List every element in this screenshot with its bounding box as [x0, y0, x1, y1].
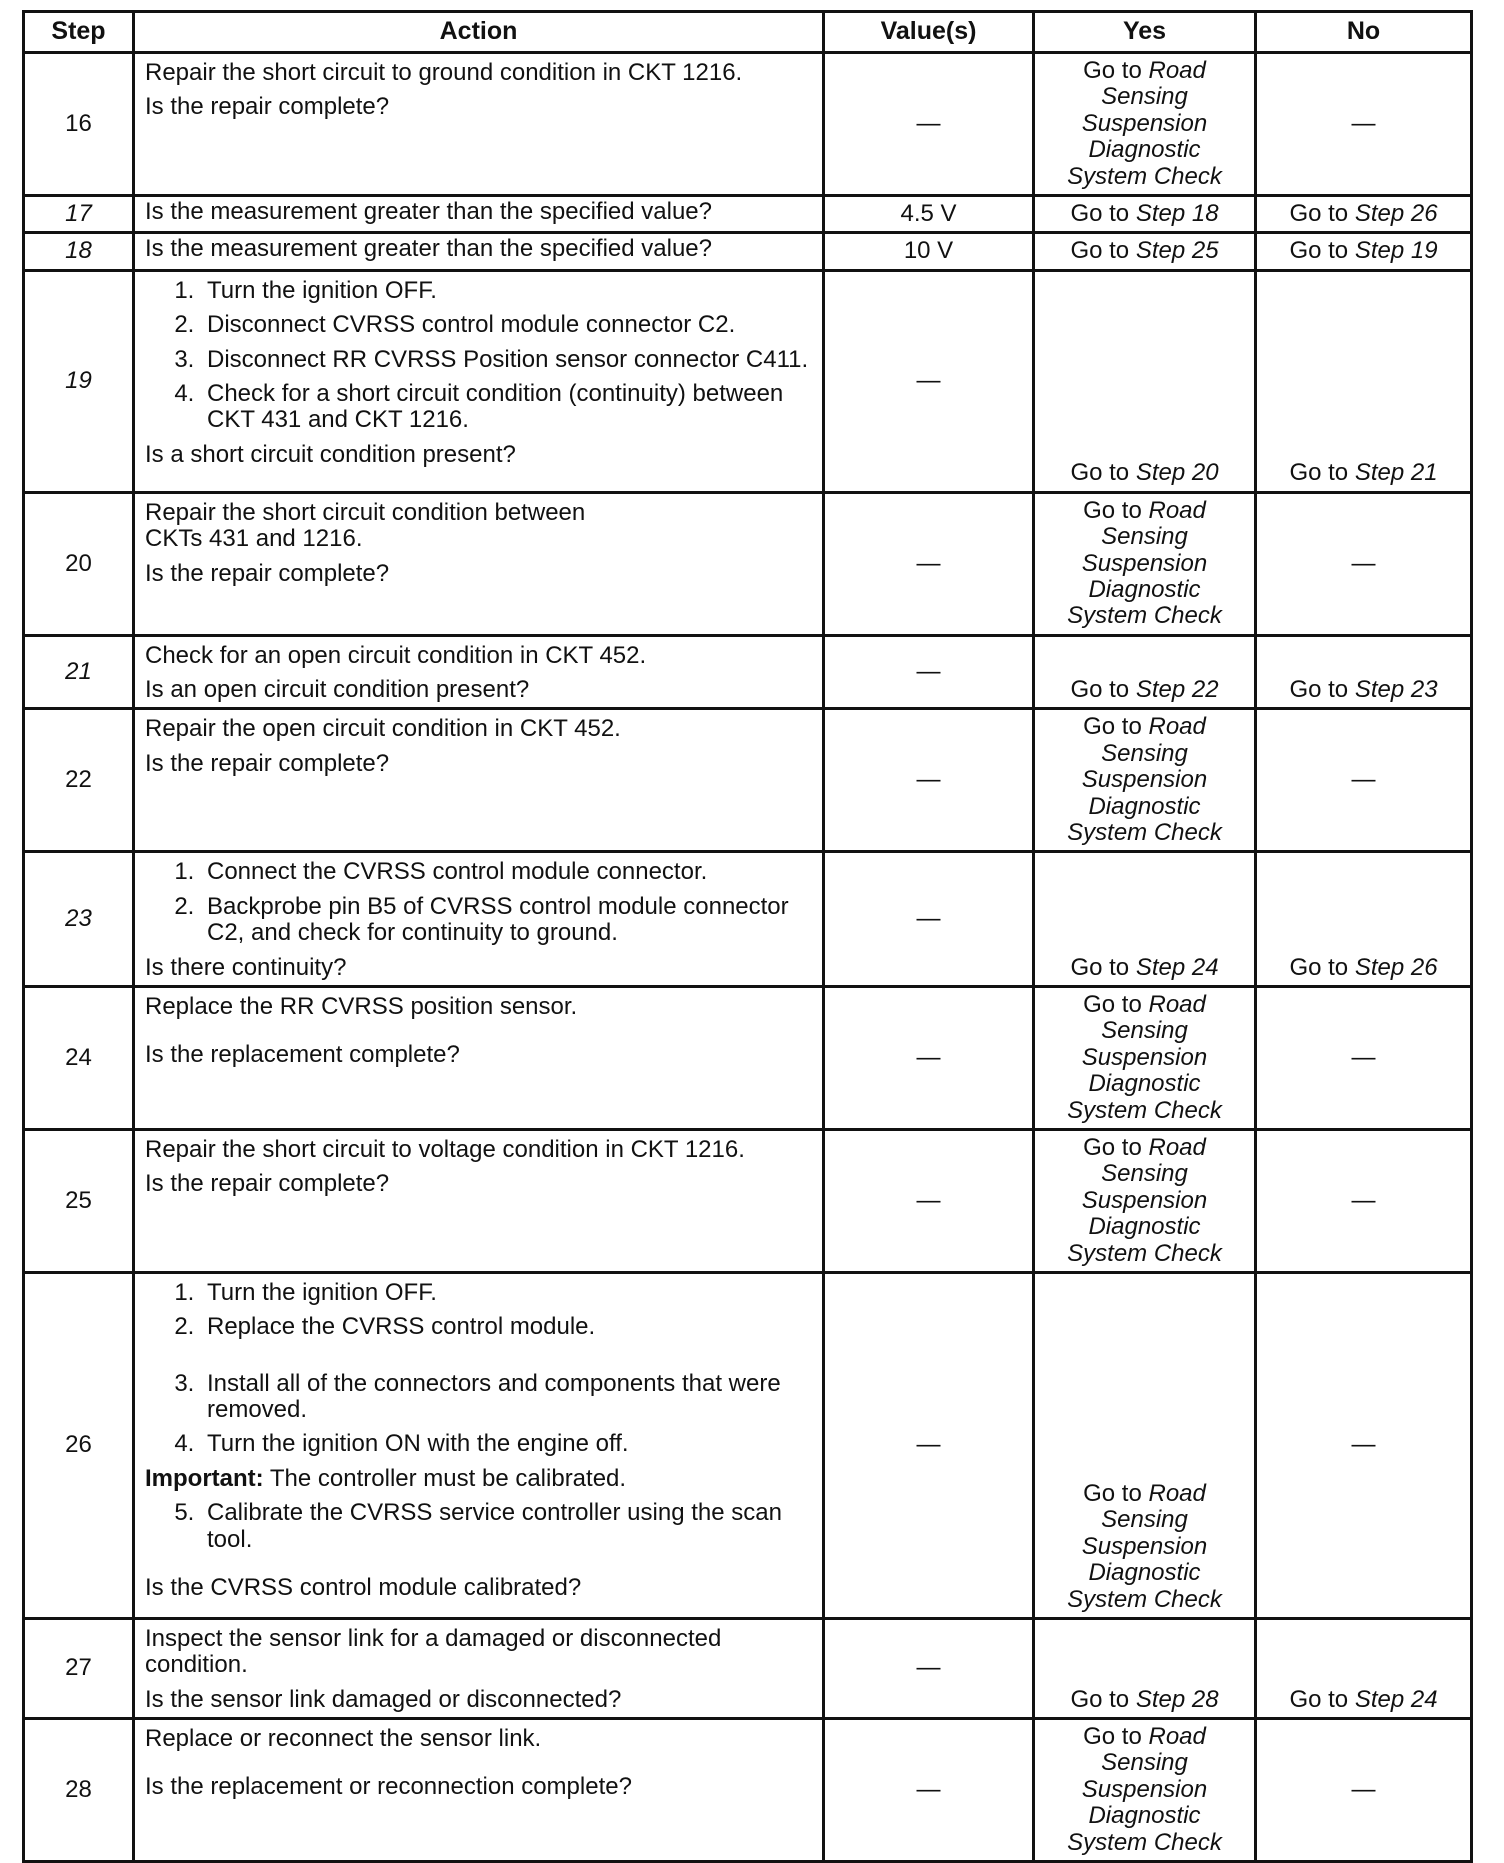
rss-link: Diagnostic [1088, 136, 1201, 164]
question-text: Is the measurement greater than the specified value? [145, 235, 712, 263]
table-row [24, 492, 1472, 635]
step-link: Step 19 [1354, 237, 1438, 265]
action-cell [134, 195, 824, 232]
action-cell [134, 270, 824, 492]
table-row [24, 1272, 1472, 1618]
step-number: 28 [24, 1719, 134, 1862]
rss-link: System Check [1067, 602, 1222, 630]
rss-link: Suspension [1081, 766, 1208, 794]
rss-link: Sensing [1101, 523, 1188, 551]
goto-label: Go to [1070, 199, 1130, 227]
rss-link: Road [1148, 1133, 1206, 1161]
procedure-list [145, 278, 814, 434]
step-number: 19 [24, 270, 134, 492]
question-text: Is the sensor link damaged or disconnected? [145, 1685, 622, 1713]
no-cell [1256, 233, 1472, 270]
step-number: 16 [24, 53, 134, 196]
action-cell [134, 492, 824, 635]
rss-link: Road [1148, 990, 1206, 1018]
rss-link: Suspension [1081, 109, 1208, 137]
rss-link: Diagnostic [1088, 792, 1201, 820]
yes-cell [1034, 233, 1256, 270]
step-link: Step 26 [1354, 953, 1438, 981]
value-cell: — [824, 986, 1034, 1129]
important-text: The controller must be calibrated. [263, 1464, 627, 1492]
yes-cell [1034, 709, 1256, 852]
yes-cell [1034, 1618, 1256, 1718]
rss-link: System Check [1067, 1828, 1222, 1856]
procedure-item: 5. Calibrate the CVRSS service controller using the scan tool. [201, 1500, 814, 1553]
rss-link: Road [1148, 1479, 1206, 1507]
step-number: 23 [24, 852, 134, 987]
procedure-list [145, 1280, 814, 1458]
goto-label: Go to [1070, 237, 1130, 265]
yes-cell [1034, 1272, 1256, 1618]
action-cell [134, 986, 824, 1129]
rss-link: Sensing [1101, 83, 1188, 111]
yes-cell [1034, 852, 1256, 987]
step-number: 20 [24, 492, 134, 635]
no-cell: — [1256, 709, 1472, 852]
goto-label: Go to [1070, 953, 1130, 981]
step-link: Step 21 [1354, 459, 1438, 487]
step-number: 24 [24, 986, 134, 1129]
no-cell: — [1256, 1719, 1472, 1862]
yes-cell [1034, 53, 1256, 196]
rss-link: Road [1148, 57, 1206, 84]
procedure-item: 4. Turn the ignition ON with the engine off. [201, 1431, 814, 1457]
action-cell [134, 1618, 824, 1718]
action-cell [134, 852, 824, 987]
goto-label: Go to [1070, 459, 1130, 487]
rss-link: Sensing [1101, 739, 1188, 767]
yes-cell [1034, 270, 1256, 492]
header-no: No [1256, 12, 1472, 53]
table-row [24, 233, 1472, 270]
yes-cell [1034, 1719, 1256, 1862]
step-link: Step 25 [1135, 237, 1219, 265]
table-row [24, 852, 1472, 987]
question-text: Is the measurement greater than the specified value? [145, 197, 712, 225]
action-text: Inspect the sensor link for a damaged or disconnected condition. [145, 1624, 722, 1679]
table-row [24, 709, 1472, 852]
action-text: Repair the open circuit condition in CKT 452. [145, 715, 621, 743]
value-cell: 4.5 V [824, 195, 1034, 232]
goto-label: Go to [1083, 713, 1142, 741]
question-text: Is the repair complete? [145, 93, 390, 121]
table-row [24, 1719, 1472, 1862]
important-note [145, 1466, 814, 1492]
procedure-item: 3. Install all of the connectors and components that were removed. [201, 1371, 814, 1424]
header-values: Value(s) [824, 12, 1034, 53]
no-cell [1256, 852, 1472, 987]
rss-link: Road [1148, 496, 1206, 524]
step-link: Step 20 [1135, 459, 1219, 487]
rss-link: Suspension [1081, 549, 1208, 577]
action-text: Repair the short circuit condition between CKTs 431 and 1216. [145, 498, 586, 553]
goto-label: Go to [1083, 1133, 1142, 1161]
no-cell [1256, 270, 1472, 492]
rss-link: System Check [1067, 1585, 1222, 1613]
goto-label: Go to [1289, 459, 1349, 487]
value-cell: — [824, 270, 1034, 492]
goto-label: Go to [1083, 1723, 1142, 1751]
procedure-item: 1. Connect the CVRSS control module connector. [201, 859, 814, 885]
rss-link: Diagnostic [1088, 575, 1201, 603]
action-cell [134, 1272, 824, 1618]
header-step: Step [24, 12, 134, 53]
value-cell: — [824, 1272, 1034, 1618]
action-cell [134, 709, 824, 852]
goto-label: Go to [1289, 676, 1349, 704]
question-text: Is the replacement complete? [145, 1041, 460, 1069]
no-cell: — [1256, 1272, 1472, 1618]
value-cell: — [824, 635, 1034, 709]
rss-link: Suspension [1081, 1532, 1208, 1560]
goto-label: Go to [1289, 953, 1349, 981]
step-link: Step 24 [1354, 1685, 1438, 1713]
no-cell: — [1256, 492, 1472, 635]
step-number: 18 [24, 233, 134, 270]
yes-cell [1034, 492, 1256, 635]
procedure-item: 2. Disconnect CVRSS control module connector C2. [201, 312, 814, 338]
question-text: Is the CVRSS control module calibrated? [145, 1574, 582, 1602]
rss-link: Suspension [1081, 1186, 1208, 1214]
rss-link: Sensing [1101, 1160, 1188, 1188]
action-text: Replace or reconnect the sensor link. [145, 1725, 542, 1753]
goto-label: Go to [1083, 990, 1142, 1018]
rss-link: Diagnostic [1088, 1070, 1201, 1098]
rss-link: Suspension [1081, 1775, 1208, 1803]
goto-label: Go to [1289, 1685, 1349, 1713]
value-cell: — [824, 492, 1034, 635]
step-link: Step 23 [1354, 676, 1438, 704]
header-yes: Yes [1034, 12, 1256, 53]
rss-link: System Check [1067, 819, 1222, 847]
step-number: 25 [24, 1129, 134, 1272]
question-text: Is there continuity? [145, 953, 347, 981]
rss-link: Diagnostic [1088, 1559, 1201, 1587]
important-label: Important: [145, 1464, 264, 1492]
question-text: Is the replacement or reconnection complete? [145, 1773, 632, 1801]
header-row [24, 12, 1472, 53]
goto-label: Go to [1083, 496, 1142, 524]
action-cell [134, 1129, 824, 1272]
step-link: Step 26 [1354, 199, 1438, 227]
no-cell: — [1256, 986, 1472, 1129]
rss-link: System Check [1067, 1096, 1222, 1124]
header-action: Action [134, 12, 824, 53]
action-cell [134, 233, 824, 270]
action-cell [134, 53, 824, 196]
procedure-item: 1. Turn the ignition OFF. [201, 278, 814, 304]
step-link: Step 24 [1135, 953, 1219, 981]
action-text: Check for an open circuit condition in CKT 452. [145, 641, 647, 669]
value-cell: — [824, 53, 1034, 196]
no-cell: — [1256, 1129, 1472, 1272]
rss-link: Suspension [1081, 1043, 1208, 1071]
table-row [24, 270, 1472, 492]
question-text: Is a short circuit condition present? [145, 440, 516, 468]
yes-cell [1034, 635, 1256, 709]
value-cell: 10 V [824, 233, 1034, 270]
yes-cell [1034, 986, 1256, 1129]
no-cell [1256, 195, 1472, 232]
action-text: Repair the short circuit to voltage condition in CKT 1216. [145, 1135, 745, 1163]
table-row [24, 195, 1472, 232]
procedure-item: 1. Turn the ignition OFF. [201, 1280, 814, 1306]
rss-link: System Check [1067, 162, 1222, 190]
value-cell: — [824, 852, 1034, 987]
action-text: Repair the short circuit to ground condition in CKT 1216. [145, 59, 743, 86]
procedure-list [145, 859, 814, 946]
value-cell: — [824, 1719, 1034, 1862]
goto-label: Go to [1083, 57, 1142, 84]
goto-label: Go to [1083, 1479, 1142, 1507]
goto-label: Go to [1289, 199, 1349, 227]
question-text: Is the repair complete? [145, 559, 390, 587]
table-row [24, 1129, 1472, 1272]
rss-link: Sensing [1101, 1749, 1188, 1777]
procedure-item: 3. Disconnect RR CVRSS Position sensor connector C411. [201, 347, 814, 373]
step-link: Step 28 [1135, 1685, 1219, 1713]
table-row [24, 53, 1472, 196]
action-cell [134, 1719, 824, 1862]
question-text: Is the repair complete? [145, 749, 390, 777]
procedure-item: 2. Backprobe pin B5 of CVRSS control module connector C2, and check for continuity to ground. [201, 894, 814, 947]
goto-label: Go to [1070, 1685, 1130, 1713]
question-text: Is an open circuit condition present? [145, 676, 530, 704]
table-row [24, 986, 1472, 1129]
goto-label: Go to [1070, 676, 1130, 704]
action-cell [134, 635, 824, 709]
no-cell [1256, 1618, 1472, 1718]
diagnostic-table [22, 10, 1473, 1863]
rss-link: Sensing [1101, 1017, 1188, 1045]
question-text: Is the repair complete? [145, 1170, 390, 1198]
no-cell [1256, 635, 1472, 709]
step-number: 17 [24, 195, 134, 232]
yes-cell [1034, 1129, 1256, 1272]
goto-label: Go to [1289, 237, 1349, 265]
step-number: 26 [24, 1272, 134, 1618]
step-link: Step 18 [1135, 199, 1219, 227]
value-cell: — [824, 709, 1034, 852]
table-row [24, 635, 1472, 709]
step-number: 21 [24, 635, 134, 709]
rss-link: Road [1148, 1723, 1206, 1751]
procedure-item: 2. Replace the CVRSS control module. [201, 1314, 814, 1340]
action-text: Replace the RR CVRSS position sensor. [145, 992, 578, 1020]
table-row [24, 1618, 1472, 1718]
procedure-item: 4. Check for a short circuit condition (continuity) between CKT 431 and CKT 1216. [201, 381, 814, 434]
rss-link: Sensing [1101, 1506, 1188, 1534]
value-cell: — [824, 1618, 1034, 1718]
value-cell: — [824, 1129, 1034, 1272]
step-link: Step 22 [1135, 676, 1219, 704]
rss-link: Road [1148, 713, 1206, 741]
rss-link: Diagnostic [1088, 1213, 1201, 1241]
step-number: 27 [24, 1618, 134, 1718]
step-number: 22 [24, 709, 134, 852]
yes-cell [1034, 195, 1256, 232]
rss-link: System Check [1067, 1239, 1222, 1267]
procedure-list [145, 1500, 814, 1553]
rss-link: Diagnostic [1088, 1802, 1201, 1830]
no-cell: — [1256, 53, 1472, 196]
